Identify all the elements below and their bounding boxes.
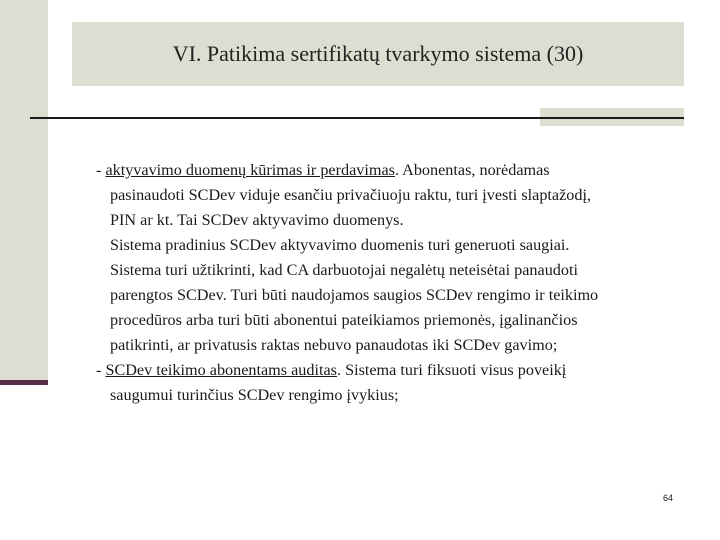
list-item-line: patikrinti, ar privatusis raktas nebuvo panaudotas iki SCDev gavimo; <box>110 336 558 354</box>
item-lead-text: . Abonentas, norėdamas <box>394 161 550 179</box>
list-item-2-first-line <box>96 358 686 383</box>
decorative-left-bar <box>0 0 48 384</box>
item-lead-text: . Sistema turi fiksuoti visus poveikį <box>336 361 567 379</box>
list-item-1-first-line <box>96 158 686 183</box>
list-item-line: pasinaudoti SCDev viduje esančiu privačiuoju raktu, turi įvesti slaptažodį, <box>110 186 592 204</box>
term-scdev-audit: SCDev teikimo abonentams auditas <box>105 361 337 379</box>
list-item-line: Sistema pradinius SCDev aktyvavimo duomenis turi generuoti saugiai. <box>110 236 570 254</box>
slide-body <box>96 158 686 408</box>
term-activation-data: aktyvavimo duomenų kūrimas ir perdavimas <box>105 161 395 179</box>
list-dash: - <box>96 161 106 179</box>
title-divider <box>30 117 684 119</box>
list-item-line: Sistema turi užtikrinti, kad CA darbuotojai negalėtų neteisėtai panaudoti <box>110 261 578 279</box>
list-dash: - <box>96 361 106 379</box>
list-item-line: PIN ar kt. Tai SCDev aktyvavimo duomenys. <box>110 211 404 229</box>
list-item-line: saugumui turinčius SCDev rengimo įvykius; <box>110 386 399 404</box>
page-number: 64 <box>663 493 674 503</box>
slide-title: VI. Patikima sertifikatų tvarkymo sistema (30) <box>172 41 584 66</box>
decorative-left-bar-accent <box>0 380 48 385</box>
list-item-line: parengtos SCDev. Turi būti naudojamos saugios SCDev rengimo ir teikimo <box>110 286 599 304</box>
list-item-line: procedūros arba turi būti abonentui pateikiamos priemonės, įgalinančios <box>110 311 578 329</box>
